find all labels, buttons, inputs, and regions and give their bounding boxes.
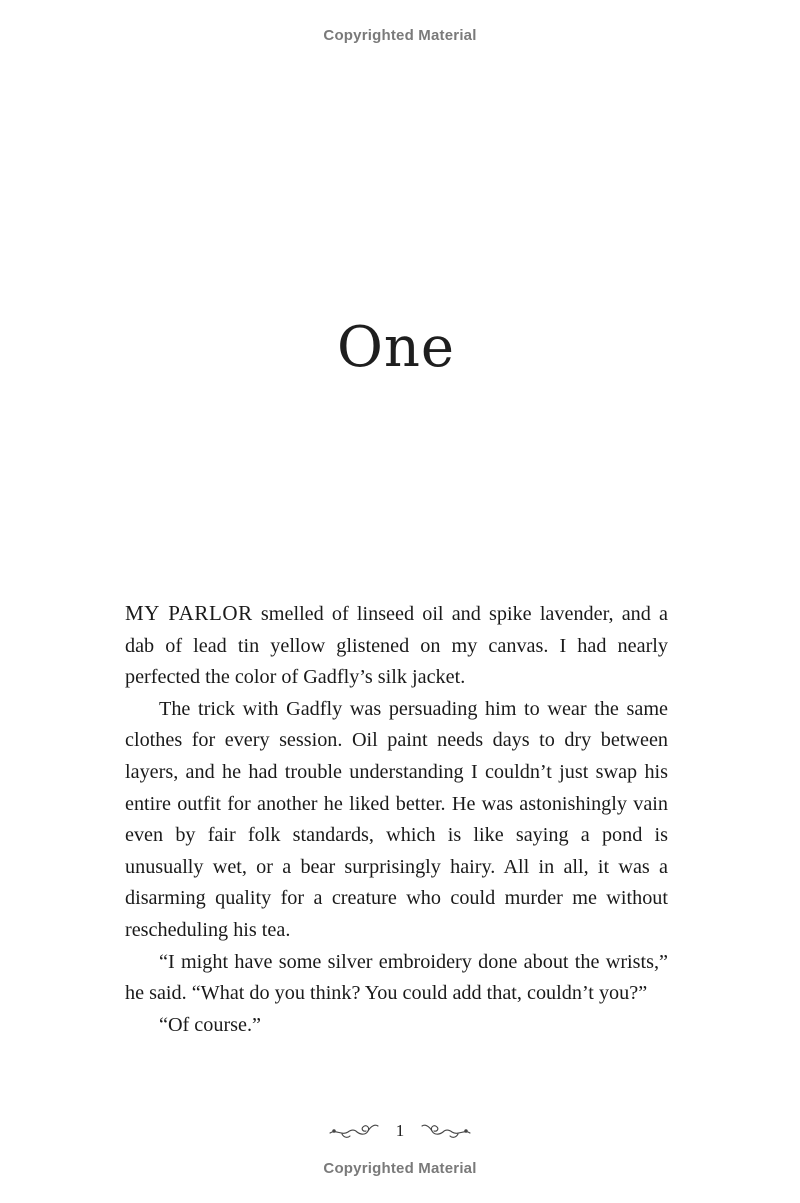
flourish-right-icon [420,1120,472,1142]
flourish-left-icon [328,1120,380,1142]
page-folio [0,1120,800,1148]
page-number: 1 [395,1121,405,1140]
paragraph-lead-in: MY PARLOR [125,601,253,625]
copyright-watermark-top: Copyrighted Material [323,27,477,44]
paragraph-2: The trick with Gadfly was persuading him to wear the same clothes for every session. Oil paint needs days to dry between layers, and he had trouble understanding I couldn’t just swap his entire outfit for another he liked better. He was astonishingly vain even by fair folk standards, which is like saying a pond is unusually wet, or a bear surprisingly hairy. All in all, it was a disarming quality for a creature who could murder me without rescheduling his tea. [125,697,668,941]
paragraph-3: “I might have some silver embroidery done about the wrists,” he said. “What do you think? You could add that, couldn’t you?” [125,950,668,1005]
paragraph-1 [125,598,668,694]
paragraph-text: smelled of linseed oil and spike lavender, and a dab of lead tin yellow glistened on my canvas. I had nearly perfected the color of Gadfly’s silk jacket. [125,603,668,689]
chapter-body [125,598,668,1041]
chapter-title: One [336,315,456,380]
copyright-watermark-bottom: Copyrighted Material [323,1160,477,1177]
paragraph-4: “Of course.” [159,1013,262,1036]
